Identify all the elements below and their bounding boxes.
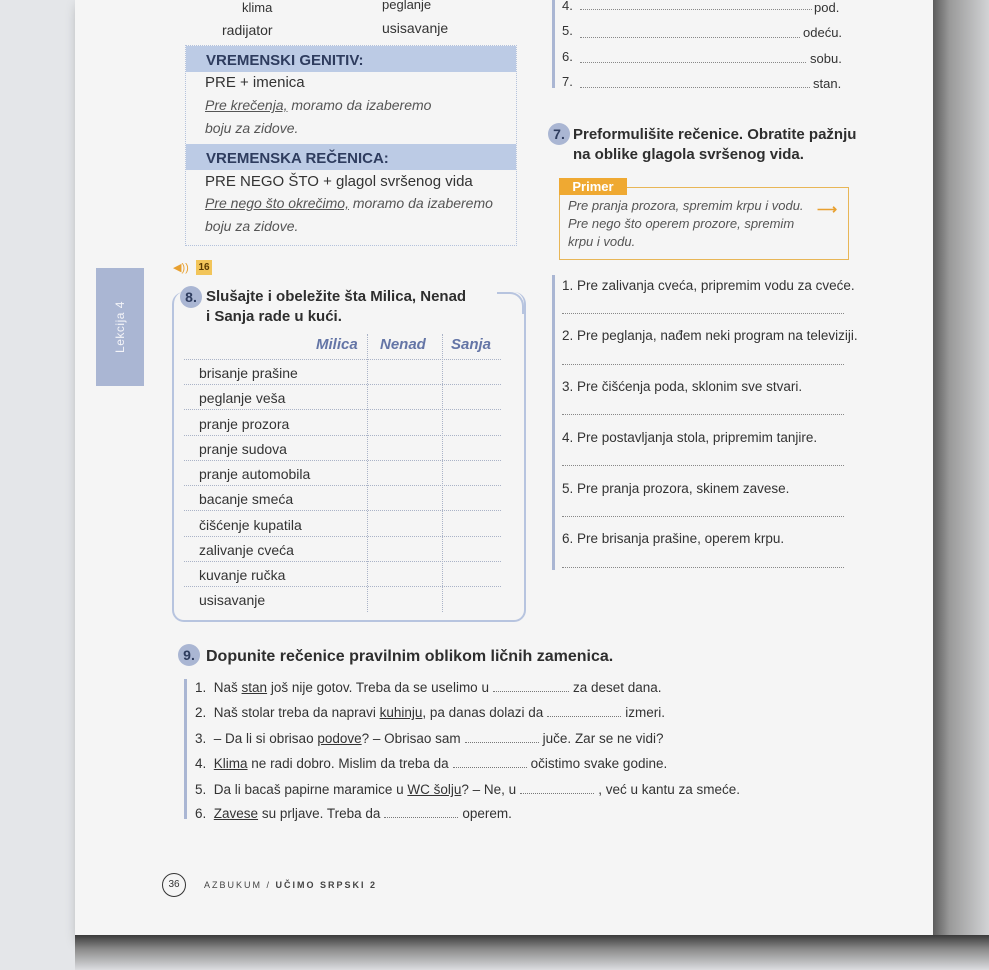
- exercise-7-bar: [552, 275, 555, 570]
- prev-item-end: pod.: [814, 0, 840, 15]
- prev-item-blank[interactable]: [580, 37, 800, 38]
- grammar-example-recenica-line2: boju za zidove.: [205, 218, 299, 234]
- primer-line2: Pre nego što operem prozore, spremim: [568, 216, 795, 231]
- page-number: 36: [162, 873, 186, 897]
- exercise-8-title-line2: i Sanja rade u kući.: [206, 308, 342, 325]
- grammar-rule-recenica: PRE NEGO ŠTO + glagol svršenog vida: [205, 173, 473, 190]
- primer-label: Primer: [559, 178, 627, 195]
- exercise-7-badge: 7.: [548, 123, 570, 145]
- exercise-9-item: 4. Klima ne radi dobro. Mislim da treba da očistimo svake godine.: [195, 756, 668, 771]
- lesson-side-tab: Lekcija 4: [96, 268, 144, 386]
- exercise-9-item: 1. Naš stan još nije gotov. Treba da se uselimo u za deset dana.: [195, 680, 662, 695]
- word-peglanje: peglanje: [382, 0, 432, 12]
- prev-item-blank[interactable]: [580, 87, 810, 88]
- word-klima: klima: [242, 0, 273, 15]
- exercise-7-answer-line[interactable]: [562, 465, 844, 466]
- prev-item-end: sobu.: [810, 51, 842, 66]
- exercise-9-item: 6. Zavese su prljave. Treba da operem.: [195, 806, 512, 821]
- answer-blank[interactable]: [547, 715, 621, 717]
- answer-blank[interactable]: [493, 690, 569, 692]
- exercise-7-item: 4. Pre postavljanja stola, pripremim tanjire.: [562, 430, 818, 445]
- prev-item-blank[interactable]: [580, 9, 812, 10]
- answer-blank[interactable]: [465, 741, 539, 743]
- primer-line1: Pre pranja prozora, spremim krpu i vodu.: [568, 198, 804, 213]
- speaker-icon[interactable]: ◀)): [173, 262, 189, 274]
- exercise-7-item: 5. Pre pranja prozora, skinem zavese.: [562, 481, 790, 496]
- column-sanja: Sanja: [451, 336, 492, 353]
- table-row[interactable]: čišćenje kupatila: [184, 511, 501, 537]
- exercise-9-title: Dopunite rečenice pravilnim oblikom ličnih zamenica.: [206, 648, 614, 665]
- word-radijator: radijator: [222, 22, 273, 38]
- exercise-7-answer-line[interactable]: [562, 567, 844, 568]
- exercise-9-item: 2. Naš stolar treba da napravi kuhinju, pa danas dolazi da izmeri.: [195, 705, 665, 720]
- footer-brand: AZBUKUM / UČIMO SRPSKI 2: [204, 880, 378, 890]
- exercise-8-badge: 8.: [180, 286, 202, 308]
- book-edge-shadow: [933, 0, 989, 970]
- grammar-heading-genitiv: VREMENSKI GENITIV:: [186, 46, 516, 72]
- primer-line3: krpu i vodu.: [568, 234, 636, 249]
- table-row[interactable]: brisanje prašine: [184, 359, 501, 385]
- exercise-7-item: 2. Pre peglanja, nađem neki program na televiziji.: [562, 328, 858, 343]
- column-milica: Milica: [316, 336, 358, 353]
- answer-blank[interactable]: [453, 766, 527, 768]
- prev-item-number: 7.: [562, 74, 573, 89]
- grammar-example-recenica: Pre nego što okrečimo, moramo da izaberemo: [205, 195, 493, 211]
- grammar-rule-genitiv: PRE + imenica: [205, 74, 305, 91]
- exercise-7-answer-line[interactable]: [562, 313, 844, 314]
- exercise-9-item: 5. Da li bacaš papirne maramice u WC šolju? – Ne, u , već u kantu za smeće.: [195, 782, 741, 797]
- prev-item-number: 4.: [562, 0, 573, 13]
- prev-item-number: 5.: [562, 23, 573, 38]
- frame-corner: [497, 292, 524, 314]
- prev-exercise-bar: [552, 0, 555, 88]
- exercise-7-answer-line[interactable]: [562, 516, 844, 517]
- exercise-7-answer-line[interactable]: [562, 364, 844, 365]
- table-row[interactable]: peglanje veša: [184, 384, 501, 410]
- prev-item-end: stan.: [813, 76, 842, 91]
- prev-item-number: 6.: [562, 49, 573, 64]
- grammar-example-genitiv: Pre krečenja, moramo da izaberemo: [205, 97, 432, 113]
- table-header-row: [184, 334, 501, 360]
- exercise-7-answer-line[interactable]: [562, 414, 844, 415]
- answer-blank[interactable]: [384, 816, 458, 818]
- exercise-9-item: 3. – Da li si obrisao podove? – Obrisao sam juče. Zar se ne vidi?: [195, 731, 664, 746]
- arrow-right-icon: ⟶: [817, 201, 838, 217]
- book-bottom-shadow: [75, 935, 989, 970]
- column-divider: [367, 334, 368, 612]
- table-row[interactable]: pranje sudova: [184, 435, 501, 461]
- prev-item-end: odeću.: [803, 25, 843, 40]
- column-divider: [442, 334, 443, 612]
- grammar-heading-recenica: VREMENSKA REČENICA:: [186, 144, 516, 170]
- exercise-9-badge: 9.: [178, 644, 200, 666]
- exercise-9-bar: [184, 679, 187, 819]
- exercise-7-item: 6. Pre brisanja prašine, operem krpu.: [562, 531, 785, 546]
- exercise-8-title: Slušajte i obeležite šta Milica, Nenad: [206, 288, 467, 305]
- grammar-example-genitiv-line2: boju za zidove.: [205, 120, 299, 136]
- table-row[interactable]: pranje automobila: [184, 460, 501, 486]
- answer-blank[interactable]: [520, 792, 594, 794]
- table-row[interactable]: bacanje smeća: [184, 485, 501, 511]
- table-row[interactable]: pranje prozora: [184, 410, 501, 436]
- prev-item-blank[interactable]: [580, 62, 806, 63]
- grammar-box: [185, 45, 517, 246]
- word-usisavanje: usisavanje: [382, 20, 449, 36]
- column-nenad: Nenad: [380, 336, 426, 353]
- audio-track-badge[interactable]: 16: [196, 260, 212, 275]
- exercise-7-item: 3. Pre čišćenja poda, sklonim sve stvari.: [562, 379, 803, 394]
- exercise-7-title: Preformulišite rečenice. Obratite pažnju: [573, 126, 857, 143]
- table-row[interactable]: zalivanje cveća: [184, 536, 501, 562]
- exercise-7-title-line2: na oblike glagola svršenog vida.: [573, 146, 804, 163]
- table-row[interactable]: usisavanje: [199, 592, 266, 608]
- table-row[interactable]: kuvanje ručka: [184, 561, 501, 587]
- exercise-7-item: 1. Pre zalivanja cveća, pripremim vodu za cveće.: [562, 278, 855, 293]
